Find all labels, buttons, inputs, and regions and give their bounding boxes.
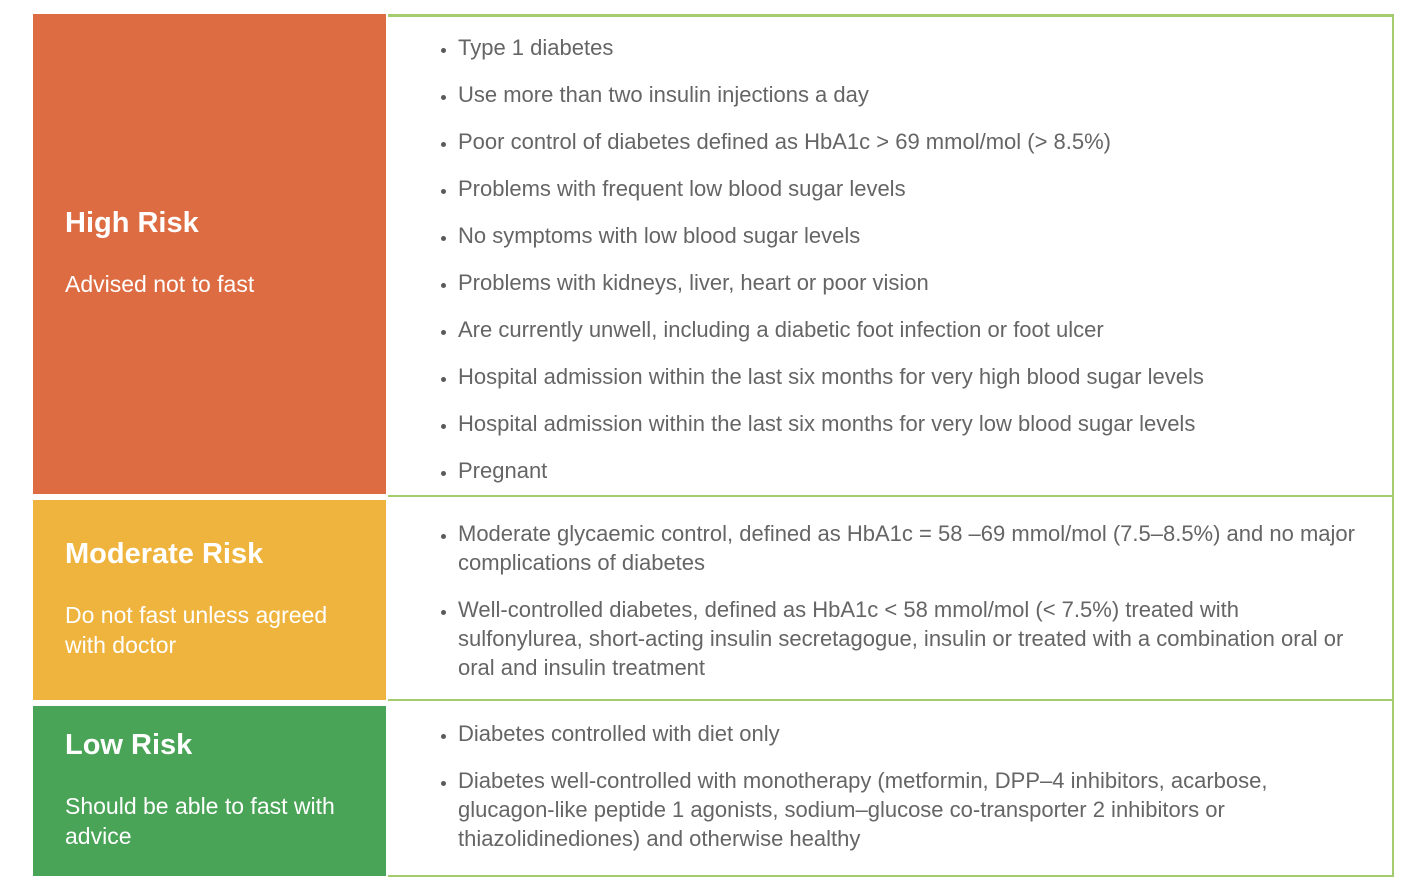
risk-label-low <box>33 706 386 876</box>
list-item: • Hospital admission within the last six months for very high blood sugar levels <box>458 362 1362 391</box>
risk-row-moderate <box>33 497 1394 701</box>
risk-row-low <box>33 701 1394 877</box>
risk-title-high: High Risk <box>65 207 199 240</box>
risk-row-high <box>33 14 1394 497</box>
list-item: • Diabetes well-controlled with monotherapy (metformin, DPP–4 inhibitors, acarbose, glucagon-like peptide 1 agonists, sodium–glucose co-transporter 2 inhibitors or thiazolidinediones) and otherwise healthy <box>458 766 1362 853</box>
list-item: • Moderate glycaemic control, defined as HbA1c = 58 –69 mmol/mol (7.5–8.5%) and no major complications of diabetes <box>458 519 1362 577</box>
criteria-list-moderate <box>388 497 1392 710</box>
risk-subtitle-low: Should be able to fast with advice <box>65 793 335 849</box>
risk-title-low: Low Risk <box>65 729 193 762</box>
list-item: • Problems with kidneys, liver, heart or poor vision <box>458 268 1362 297</box>
list-item: • Pregnant <box>458 456 1362 485</box>
risk-label-moderate <box>33 500 386 700</box>
risk-subtitle-high: Advised not to fast <box>65 271 255 297</box>
risk-criteria-moderate <box>388 497 1394 701</box>
risk-subtitle-moderate: Do not fast unless agreed with doctor <box>65 602 328 658</box>
list-item: • Problems with frequent low blood sugar levels <box>458 174 1362 203</box>
risk-title-moderate: Moderate Risk <box>65 538 264 571</box>
list-item: • Poor control of diabetes defined as HbA1c > 69 mmol/mol (> 8.5%) <box>458 127 1362 156</box>
list-item: • Use more than two insulin injections a day <box>458 80 1362 109</box>
list-item: • No symptoms with low blood sugar levels <box>458 221 1362 250</box>
criteria-list-high <box>388 17 1392 513</box>
risk-criteria-low <box>388 701 1394 877</box>
list-item: • Type 1 diabetes <box>458 33 1362 62</box>
risk-criteria-high <box>388 14 1394 497</box>
list-item: • Hospital admission within the last six months for very low blood sugar levels <box>458 409 1362 438</box>
list-item: • Diabetes controlled with diet only <box>458 719 1362 748</box>
criteria-list-low <box>388 701 1392 881</box>
diabetes-fasting-risk-table <box>33 14 1394 877</box>
risk-label-high <box>33 14 386 494</box>
list-item: • Are currently unwell, including a diabetic foot infection or foot ulcer <box>458 315 1362 344</box>
list-item: • Well-controlled diabetes, defined as HbA1c < 58 mmol/mol (< 7.5%) treated with sulfonylurea, short-acting insulin secretagogue, insulin or treated with a combination oral or oral and insulin treatment <box>458 595 1362 682</box>
